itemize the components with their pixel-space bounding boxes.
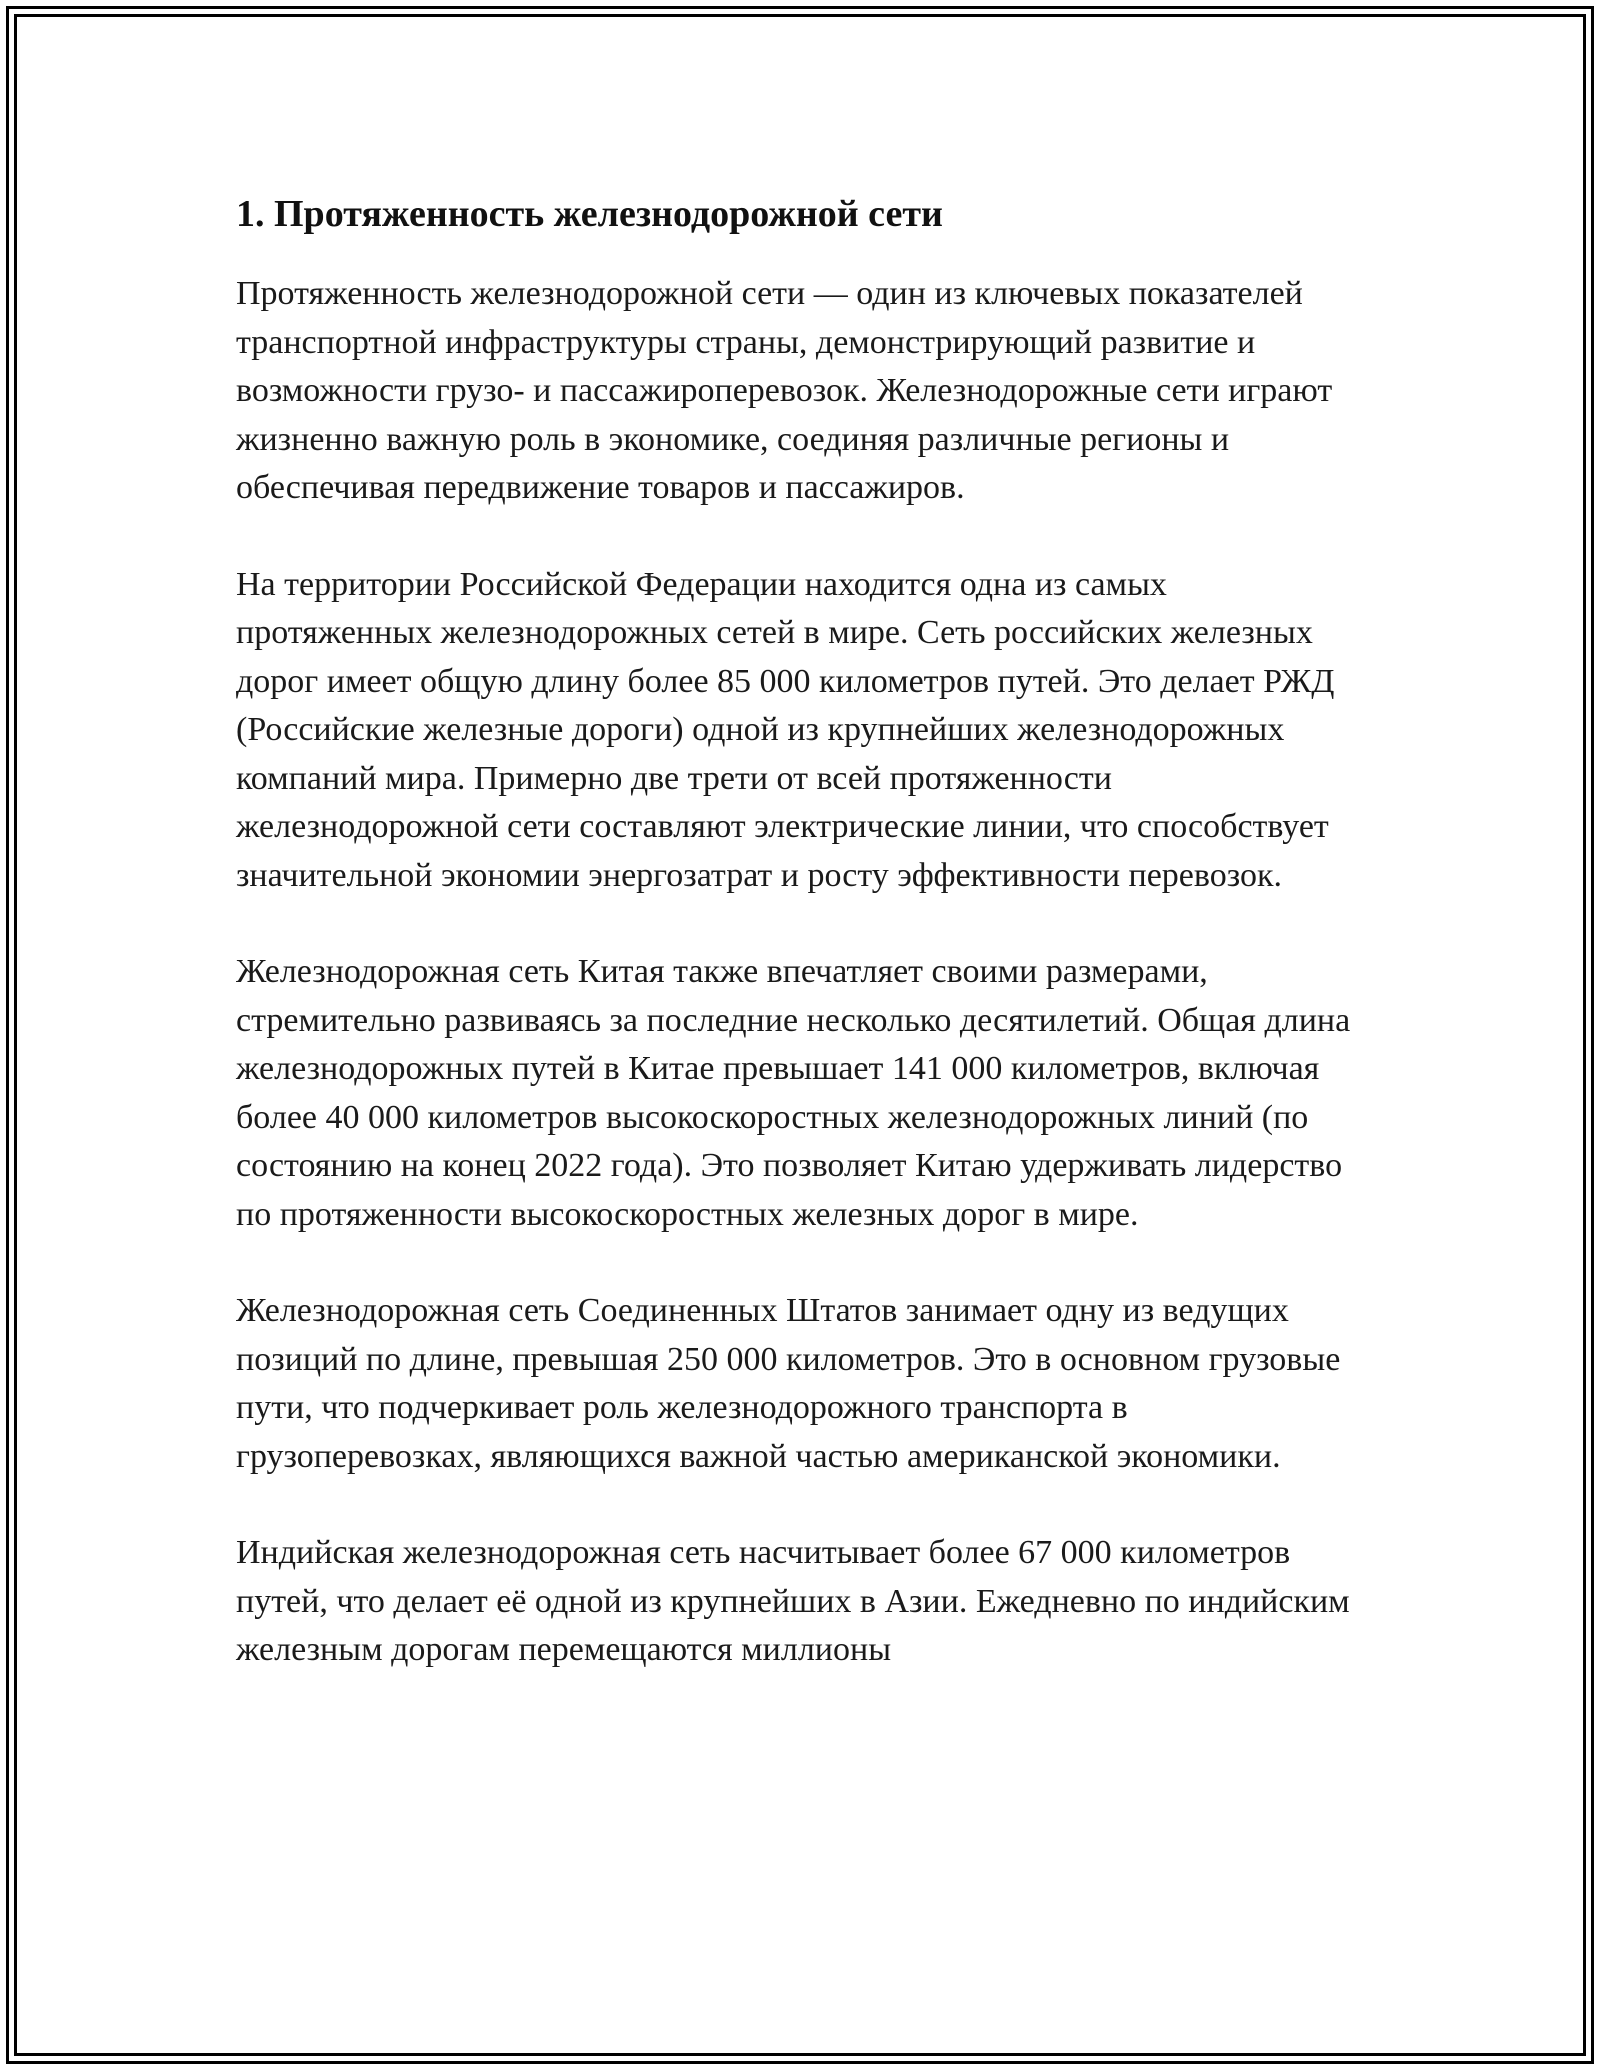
paragraph-china: Железнодорожная сеть Китая также впечатляет своими размерами, стремительно развиваясь за последние несколько десятилетий. Общая длина железнодорожных путей в Китае превышает 141 000 километров, включая более 40 000 километров высокоскоростных железнодорожных линий (по состоянию на конец 2022 года). Это позволяет Китаю удерживать лидерство по протяженности высокоскоростных железных дорог в мире.	[236, 953, 1351, 1233]
paragraph-india: Индийская железнодорожная сеть насчитывает более 67 000 километров путей, что делает её одной из крупнейших в Азии. Ежедневно по индийским железным дорогам перемещаются миллионы	[236, 1534, 1350, 1668]
paragraph-russia: На территории Российской Федерации находится одна из самых протяженных железнодорожных сетей в мире. Сеть российских железных дорог имеет общую длину более 85 000 километров путей. Это делает РЖД (Российские железные дороги) одной из крупнейших железнодорожных компаний мира. Примерно две трети от всей протяженности железнодорожной сети составляют электрические линии, что способствует значительной экономии энергозатрат и росту эффективности перевозок.	[236, 565, 1335, 894]
document-body	[236, 186, 1366, 1723]
section-heading: 1. Протяженность железнодорожной сети	[236, 193, 943, 235]
paragraph-intro: Протяженность железнодорожной сети — один из ключевых показателей транспортной инфраструктуры страны, демонстрирующий развитие и возможности грузо- и пассажироперевозок. Железнодорожные сети играют жизненно важную роль в экономике, соединяя различные регионы и обеспечивая передвижение товаров и пассажиров.	[236, 275, 1333, 506]
paragraph-usa: Железнодорожная сеть Соединенных Штатов занимает одну из ведущих позиций по длине, превышая 250 000 километров. Это в основном грузовые пути, что подчеркивает роль железнодорожного транспорта в грузоперевозках, являющихся важной частью американской экономики.	[236, 1292, 1341, 1475]
